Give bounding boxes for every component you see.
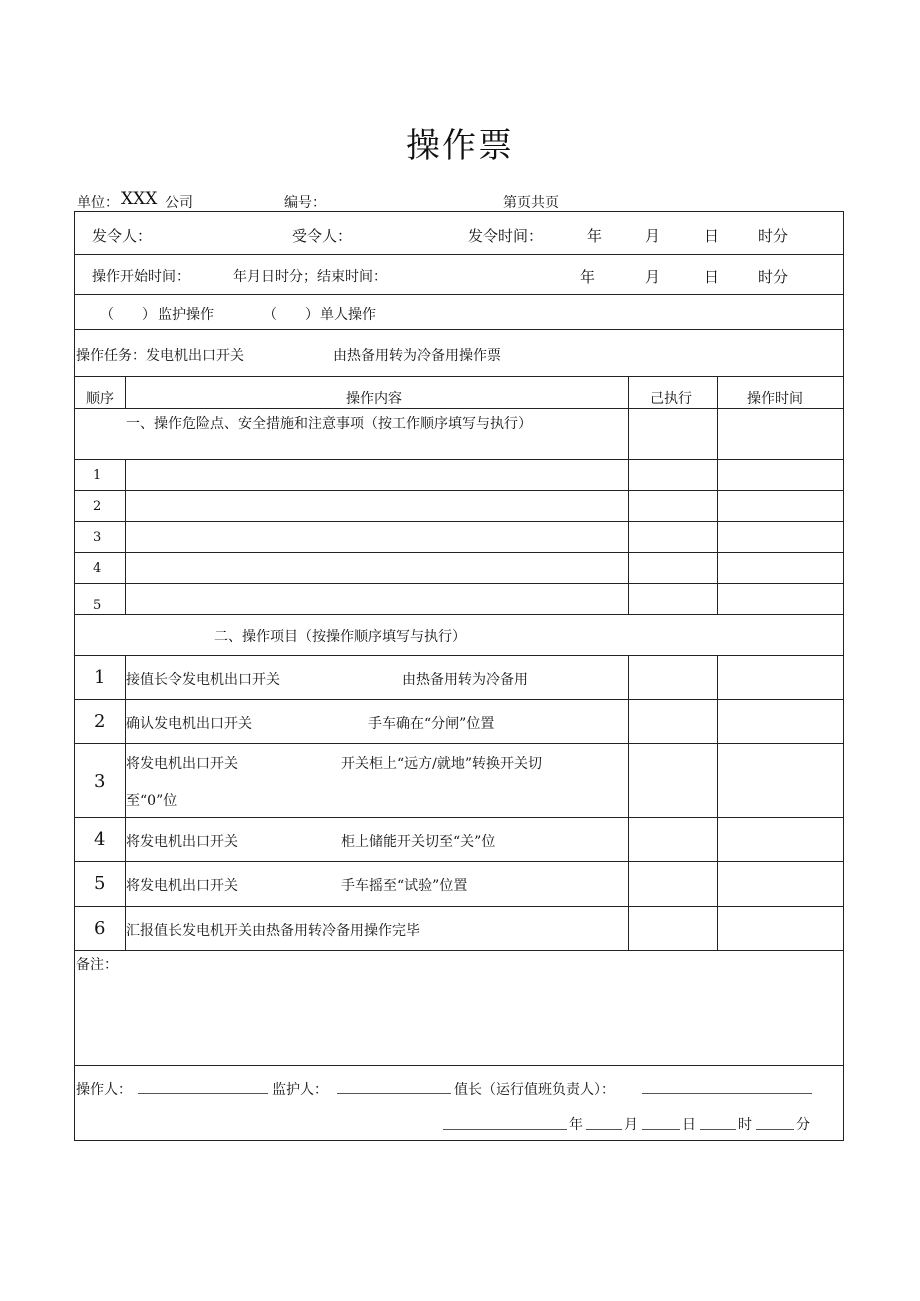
issuer-label: 发令人： (92, 227, 153, 245)
divider (74, 906, 844, 907)
date-year-line[interactable] (443, 1129, 567, 1130)
sign-day: 日 (682, 1117, 696, 1133)
single-checkbox[interactable]: （ ） (263, 307, 319, 323)
col-time-header: 操作时间 (747, 391, 803, 407)
col-divider (628, 376, 629, 614)
single-label: 单人操作 (320, 307, 376, 323)
end-hour-min: 时分 (758, 268, 789, 286)
step-number: 2 (94, 711, 106, 732)
col-executed-header: 己执行 (650, 391, 692, 407)
divider (74, 583, 844, 584)
section1-title: 一、操作危险点、安全措施和注意事项（按工作顺序填写与执行） (126, 416, 532, 432)
divider (74, 950, 844, 951)
hazard-row-number: 4 (93, 561, 102, 576)
col-content-header: 操作内容 (346, 391, 402, 407)
divider (74, 254, 844, 255)
date-month-line[interactable] (586, 1129, 622, 1130)
supervisor-label: 监护人： (272, 1082, 328, 1098)
issue-day: 日 (704, 227, 720, 245)
unit-label: 单位： (77, 195, 119, 211)
step-text: 开关柜上“远方/就地”转换开关切 (341, 756, 543, 772)
step-text: 手车摇至“试验”位置 (341, 878, 468, 894)
sign-hour: 时 (738, 1117, 752, 1133)
col-divider (717, 655, 718, 950)
receiver-label: 受令人： (292, 227, 353, 245)
col-divider (717, 376, 718, 614)
remarks-label: 备注： (76, 957, 118, 973)
task-desc: 由热备用转为冷备用操作票 (333, 348, 501, 364)
hazard-row-number: 3 (93, 530, 102, 545)
sign-year: 年 (569, 1117, 583, 1133)
step-text: 确认发电机出口开关 (126, 716, 252, 732)
date-day-line[interactable] (642, 1129, 680, 1130)
monitor-checkbox[interactable]: （ ） (100, 307, 156, 323)
hazard-row-number: 2 (93, 499, 102, 514)
unit-value: XXX (121, 189, 158, 209)
end-year: 年 (580, 268, 596, 286)
shift-leader-signature-line[interactable] (642, 1093, 812, 1094)
divider (74, 521, 844, 522)
step-text: 将发电机出口开关 (126, 834, 238, 850)
divider (74, 294, 844, 295)
divider (74, 552, 844, 553)
date-hour-line[interactable] (700, 1129, 736, 1130)
unit-suffix: 公司 (165, 195, 193, 211)
end-day: 日 (704, 268, 720, 286)
step-text: 至“0”位 (126, 793, 178, 809)
step-number: 5 (94, 873, 106, 894)
issue-hour-min: 时分 (758, 227, 789, 245)
operator-signature-line[interactable] (138, 1093, 268, 1094)
divider (74, 408, 844, 409)
issue-month: 月 (645, 227, 661, 245)
supervisor-signature-line[interactable] (337, 1093, 451, 1094)
date-minute-line[interactable] (756, 1129, 794, 1130)
divider (74, 743, 844, 744)
operator-label: 操作人： (76, 1082, 132, 1098)
divider (74, 490, 844, 491)
shift-leader-label: 值长（运行值班负责人）： (454, 1082, 615, 1098)
hazard-row-number: 1 (93, 468, 102, 483)
page-label: 第页共页 (503, 195, 559, 211)
divider (74, 614, 844, 615)
col-seq-header: 顺序 (86, 391, 114, 407)
step-text: 手车确在“分闸”位置 (368, 716, 495, 732)
divider (74, 329, 844, 330)
issue-year: 年 (587, 227, 603, 245)
divider (74, 817, 844, 818)
issue-time-label: 发令时间： (468, 227, 544, 245)
step-number: 6 (94, 918, 106, 939)
divider (74, 699, 844, 700)
step-text: 将发电机出口开关 (126, 878, 238, 894)
col-divider (125, 376, 126, 408)
number-label: 编号： (284, 195, 326, 211)
hazard-row-number: 5 (93, 598, 102, 613)
step-number: 4 (94, 829, 106, 850)
page-title: 操作票 (406, 126, 514, 166)
sign-month: 月 (624, 1117, 638, 1133)
task-label: 操作任务：发电机出口开关 (76, 348, 244, 364)
divider (74, 655, 844, 656)
step-text: 汇报值长发电机开关由热备用转冷备用操作完毕 (126, 923, 420, 939)
divider (74, 376, 844, 377)
col-divider (628, 655, 629, 950)
step-number: 1 (94, 667, 106, 688)
col-divider (125, 459, 126, 614)
step-text: 柜上储能开关切至“关”位 (341, 834, 496, 850)
divider (74, 861, 844, 862)
divider (74, 1065, 844, 1066)
section2-title: 二、操作项目（按操作顺序填写与执行） (214, 629, 466, 645)
start-end-fields: 年月日时分；结束时间： (233, 269, 387, 285)
sign-minute: 分 (796, 1117, 810, 1133)
end-month: 月 (645, 268, 661, 286)
step-number: 3 (94, 771, 106, 792)
monitor-label: 监护操作 (158, 307, 214, 323)
start-time-label: 操作开始时间： (92, 269, 190, 285)
step-text: 将发电机出口开关 (126, 756, 238, 772)
step-text: 由热备用转为冷备用 (402, 672, 528, 688)
divider (74, 459, 844, 460)
step-text: 接值长令发电机出口开关 (126, 672, 280, 688)
